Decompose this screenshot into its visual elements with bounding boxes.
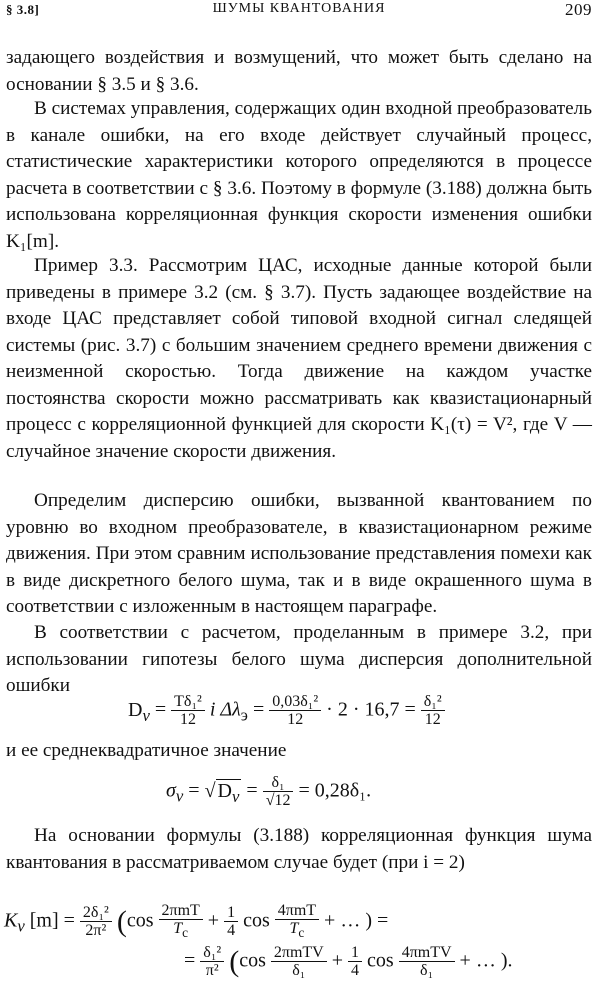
header-title: ШУМЫ КВАНТОВАНИЯ [212, 1, 386, 16]
eq1-fraction-2: $\frac{\text{0,03δ₁²}}{12}$ [269, 693, 321, 729]
equation-dispersion: $D_v$ = $\frac{\text{Tδ₁²}}{12}$ i $\Delta\lambda_э$ = $\frac{\text{0,03δ₁²}}{12}$ · 2 · 16,7 = $\frac{\text{δ₁²}}{12}$ [128, 693, 445, 729]
equation-correlation-line2: = $\frac{\text{δ₁²}}{\text{π²}}$ (cos $\frac{\text{2πmTV}}{\text{δ₁}}$ + $\frac{1}{4}$ cos $\frac{\text{4πmTV}}{\text{δ₁}}$ + … ). [184, 944, 513, 979]
paragraph-white-noise: В соответствии с расчетом, проделанным в примере 3.2, при использовании гипотезы белого шума дисперсия дополнительной ошибки [6, 622, 592, 696]
eq3-arg-e: $\frac{\text{4πmTV}}{\text{δ₁}}$ [399, 944, 455, 980]
paragraph-continuation: задающего воздействия и возмущений, что может быть сделано на основании § 3.5 и § 3.6. [6, 47, 592, 95]
eq3-arg-b: $\frac{\text{4πmT}}{T_c}$ [275, 902, 319, 942]
page-number: 209 [565, 0, 592, 19]
eq2-fraction: $\frac{\text{δ₁}}{√12}$ [263, 774, 294, 810]
eq3-arg-d: $\frac{\text{2πmTV}}{\text{δ₁}}$ [271, 944, 327, 980]
paragraph-control-systems: В системах управления, содержащих один входной преобразователь в канале ошибки, на его входе действует случайный процесс, статистические характеристики которого определяются в процессе расчета в соответствии с § 3.6. Поэтому в формуле (3.188) должна быть использована корреляционная функция скорости изменения ошибки K₁[m]. [6, 98, 592, 252]
equation-rms: $\sigma_v$ = √ $D_v$ = $\frac{\text{δ₁}}{√12}$ = 0,28δ₁. [166, 774, 372, 809]
eq3-quarter-2: $\frac{1}{4}$ [348, 944, 362, 980]
eq1-lhs: $D_v$ [128, 698, 150, 725]
eq1-fraction-3: $\frac{\text{δ₁²}}{12}$ [421, 693, 445, 729]
paragraph-dispersion: Определим дисперсию ошибки, вызванной квантованием по уровню во входном преобразователе, в квазистационарном режиме движения. При этом сравним использование представления помехи как в виде дискретного белого шума, так и в виде окрашенного шума в соответствии с изложенным в настоящем параграфе. [6, 490, 592, 617]
eq2-sqrt: √ $D_v$ [204, 779, 240, 806]
eq3-coef-2: $\frac{\text{δ₁²}}{\text{π²}}$ [200, 944, 224, 980]
running-header [6, 0, 592, 22]
eq3-quarter-1: $\frac{1}{4}$ [224, 904, 238, 940]
eq3-coef-1: $\frac{\text{2δ₁²}}{\text{2π²}}$ [80, 904, 112, 940]
paragraph-rms: и ее среднеквадратичное значение [6, 740, 287, 761]
paragraph-example: Пример 3.3. Рассмотрим ЦАС, исходные данные которой были приведены в примере 3.2 (см. § 3.7). Пусть задающее воздействие на входе ЦАС представляет собой типовой входной сигнал следящей системы (рис. 3.7) с большим значением среднего времени движения с неизменной скоростью. Тогда движение на каждом участке постоянства скорости можно рассматривать как квазистационарный процесс с корреляционной функцией для скорости K₁(τ) = V², где V — случайное значение скорости движения. [6, 255, 592, 462]
header-section: § 3.8] [6, 2, 40, 17]
paragraph-correlation: На основании формулы (3.188) корреляционная функция шума квантования в рассматриваемом случае будет (при i = 2) [6, 825, 592, 873]
eq3-arg-a: $\frac{\text{2πmT}}{T_c}$ [159, 902, 203, 942]
eq1-fraction-1: $\frac{\text{Tδ₁²}}{12}$ [171, 693, 205, 729]
equation-correlation-line1: $K_v$ [m] = $\frac{\text{2δ₁²}}{\text{2π²}}$ (cos $\frac{\text{2πmT}}{T_c}$ + $\frac{1}{4}$ cos $\frac{\text{4πmT}}{T_c}$ + … ) = [4, 902, 389, 941]
